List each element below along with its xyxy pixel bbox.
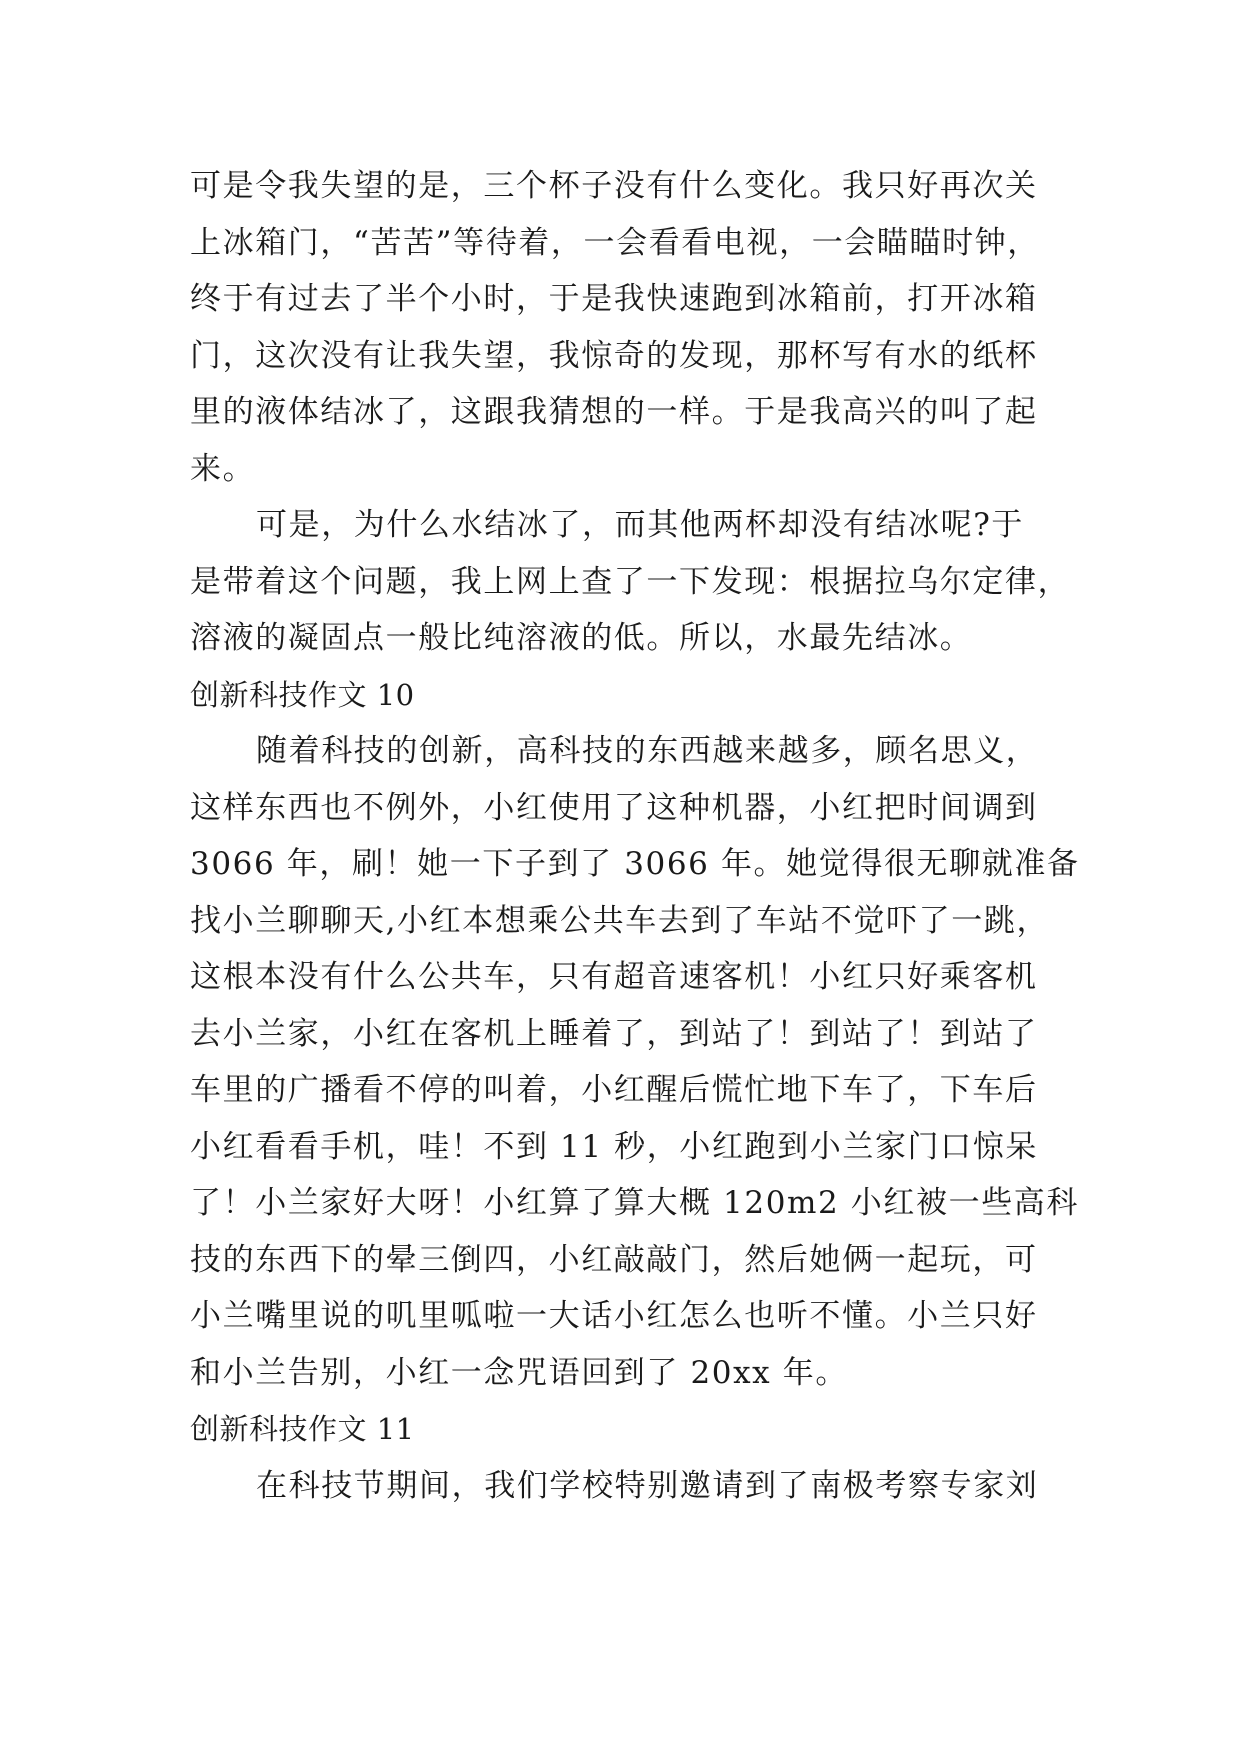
text-line: 小红看看手机，哇！不到 11 秒，小红跑到小兰家门口惊呆 [190, 1128, 1038, 1165]
text-line: 小兰嘴里说的叽里呱啦一大话小红怎么也听不懂。小兰只好 [190, 1298, 1038, 1334]
text-line: 这根本没有什么公共车，只有超音速客机！小红只好乘客机 [190, 959, 1038, 995]
paragraph-first-line: 可是，为什么水结冰了，而其他两杯却没有结冰呢?于 [256, 507, 1025, 543]
document-page [190, 158, 1080, 1514]
text-line: 了！小兰家好大呀！小红算了算大概 120m2 小红被一些高科 [190, 1185, 1079, 1221]
text-line: 是带着这个问题，我上网上查了一下发现：根据拉乌尔定律， [190, 563, 1071, 600]
text-line: 找小兰聊聊天,小红本想乘公共车去到了车站不觉吓了一跳， [190, 902, 1050, 939]
text-line: 3066 年，刷！她一下子到了 3066 年。她觉得很无聊就准备 [190, 846, 1080, 882]
text-line: 里的液体结冰了，这跟我猜想的一样。于是我高兴的叫了起 [190, 394, 1038, 430]
text-line: 终于有过去了半个小时，于是我快速跑到冰箱前，打开冰箱 [190, 281, 1038, 317]
text-line: 去小兰家，小红在客机上睡着了，到站了！到站了！到站了 [190, 1015, 1038, 1052]
text-line: 溶液的凝固点一般比纯溶液的低。所以，水最先结冰。 [190, 620, 973, 656]
paragraph-first-line: 在科技节期间，我们学校特别邀请到了南极考察专家刘 [256, 1467, 1039, 1504]
text-line: 上冰箱门，“苦苦”等待着，一会看看电视，一会瞄瞄时钟， [190, 224, 1040, 261]
text-line: 来。 [190, 450, 256, 487]
text-line: 车里的广播看不停的叫着，小红醒后慌忙地下车了，下车后 [190, 1072, 1038, 1108]
text-line: 这样东西也不例外，小红使用了这种机器，小红把时间调到 [190, 789, 1038, 826]
text-line: 门，这次没有让我失望，我惊奇的发现，那杯写有水的纸杯 [190, 337, 1038, 374]
text-line: 和小兰告别，小红一念咒语回到了 20xx 年。 [190, 1354, 848, 1391]
text-line: 技的东西下的晕三倒四，小红敲敲门，然后她俩一起玩，可 [190, 1241, 1038, 1278]
paragraph-first-line: 随着科技的创新，高科技的东西越来越多，顾名思义， [256, 733, 1039, 769]
section-heading: 创新科技作文 11 [190, 1412, 415, 1446]
section-heading: 创新科技作文 10 [190, 677, 415, 712]
text-line: 可是令我失望的是，三个杯子没有什么变化。我只好再次关 [190, 168, 1038, 204]
